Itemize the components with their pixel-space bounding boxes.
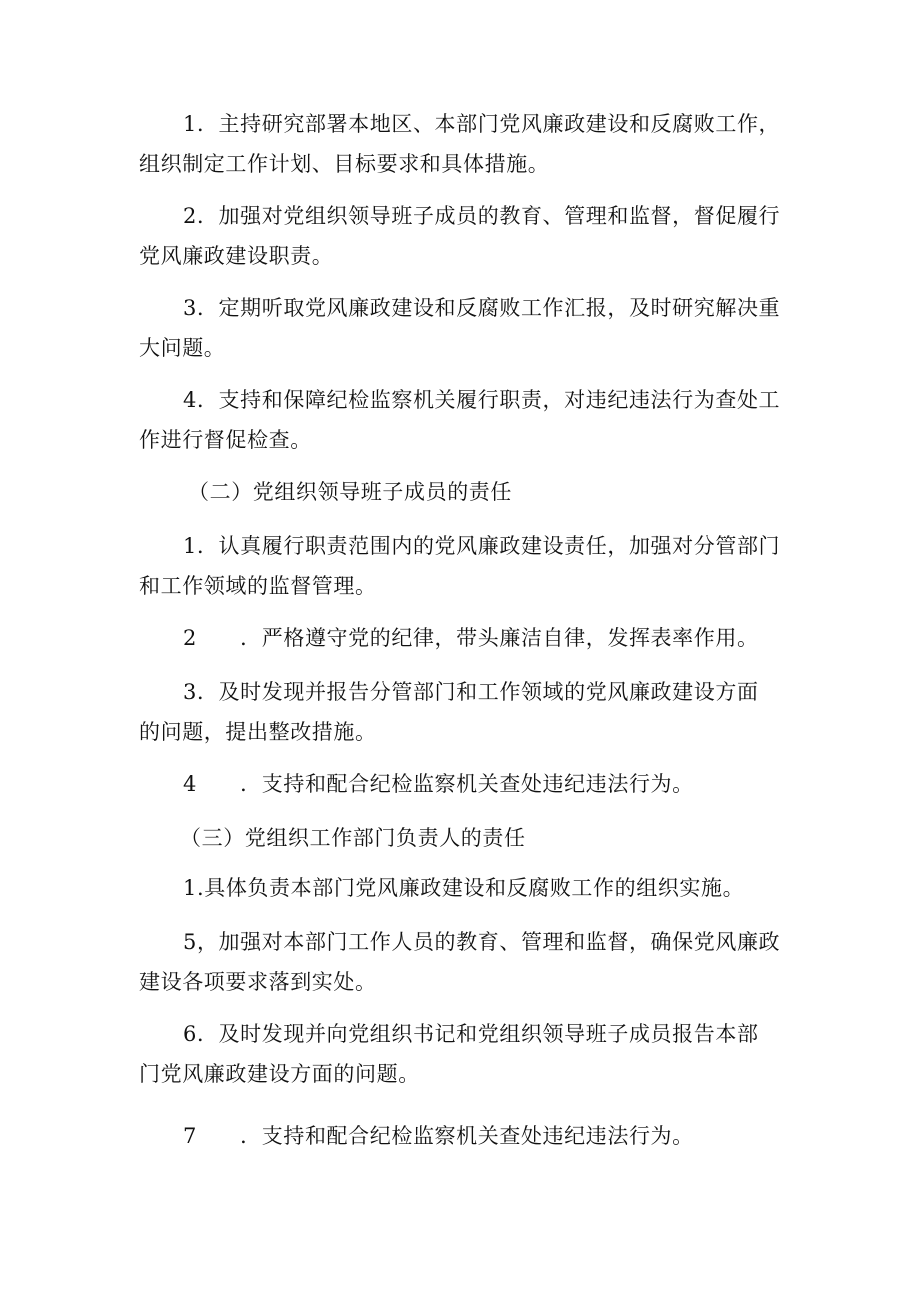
- paragraph-item-7: [139, 672, 789, 752]
- paragraph-item-10: [139, 922, 789, 1002]
- paragraph-item-1: [139, 104, 789, 184]
- paragraph-line: 作进行督促检查。: [139, 428, 312, 452]
- paragraph-item-5: [139, 526, 789, 606]
- paragraph-line: 7 ．支持和配合纪检监察机关查处违纪违法行为。: [183, 1124, 694, 1148]
- paragraph-line: 2 ．严格遵守党的纪律，带头廉洁自律，发挥表率作用。: [183, 626, 759, 650]
- paragraph-line: 和工作领域的监督管理。: [139, 574, 377, 598]
- paragraph-line: 4．支持和保障纪检监察机关履行职责，对违纪违法行为查处工: [183, 388, 781, 412]
- section-heading-3: （三）党组织工作部门负责人的责任: [180, 826, 526, 850]
- paragraph-line: 组织制定工作计划、目标要求和具体措施。: [139, 152, 550, 176]
- paragraph-line: 6．及时发现并向党组织书记和党组织领导班子成员报告本部: [183, 1022, 759, 1046]
- paragraph-item-9: [139, 868, 789, 908]
- paragraph-line: 3．及时发现并报告分管部门和工作领域的党风廉政建设方面: [183, 680, 759, 704]
- paragraph-line: 4 ．支持和配合纪检监察机关查处违纪违法行为。: [183, 772, 694, 796]
- paragraph-line: 2．加强对党组织领导班子成员的教育、管理和监督，督促履行: [183, 204, 781, 228]
- paragraph-line: 的问题，提出整改措施。: [139, 720, 377, 744]
- paragraph-item-4: [139, 380, 789, 460]
- paragraph-item-11: [139, 1014, 789, 1094]
- paragraph-line: 1．认真履行职责范围内的党风廉政建设责任，加强对分管部门: [183, 534, 781, 558]
- paragraph-item-3: [139, 288, 789, 368]
- paragraph-line: 1．主持研究部署本地区、本部门党风廉政建设和反腐败工作，: [183, 112, 781, 136]
- paragraph-item-6: [139, 618, 789, 658]
- paragraph-line: 3．定期听取党风廉政建设和反腐败工作汇报，及时研究解决重: [183, 296, 781, 320]
- paragraph-line: 大问题。: [139, 336, 226, 360]
- paragraph-line: 1.具体负责本部门党风廉政建设和反腐败工作的组织实施。: [183, 876, 745, 900]
- paragraph-item-8: [139, 764, 789, 804]
- paragraph-line: 党风廉政建设职责。: [139, 244, 334, 268]
- paragraph-item-12: [139, 1116, 789, 1156]
- paragraph-line: 建设各项要求落到实处。: [139, 970, 377, 994]
- paragraph-item-2: [139, 196, 789, 276]
- paragraph-line: 门党风廉政建设方面的问题。: [139, 1062, 420, 1086]
- section-heading-2: （二）党组织领导班子成员的责任: [188, 480, 512, 504]
- paragraph-line: 5，加强对本部门工作人员的教育、管理和监督，确保党风廉政: [183, 930, 781, 954]
